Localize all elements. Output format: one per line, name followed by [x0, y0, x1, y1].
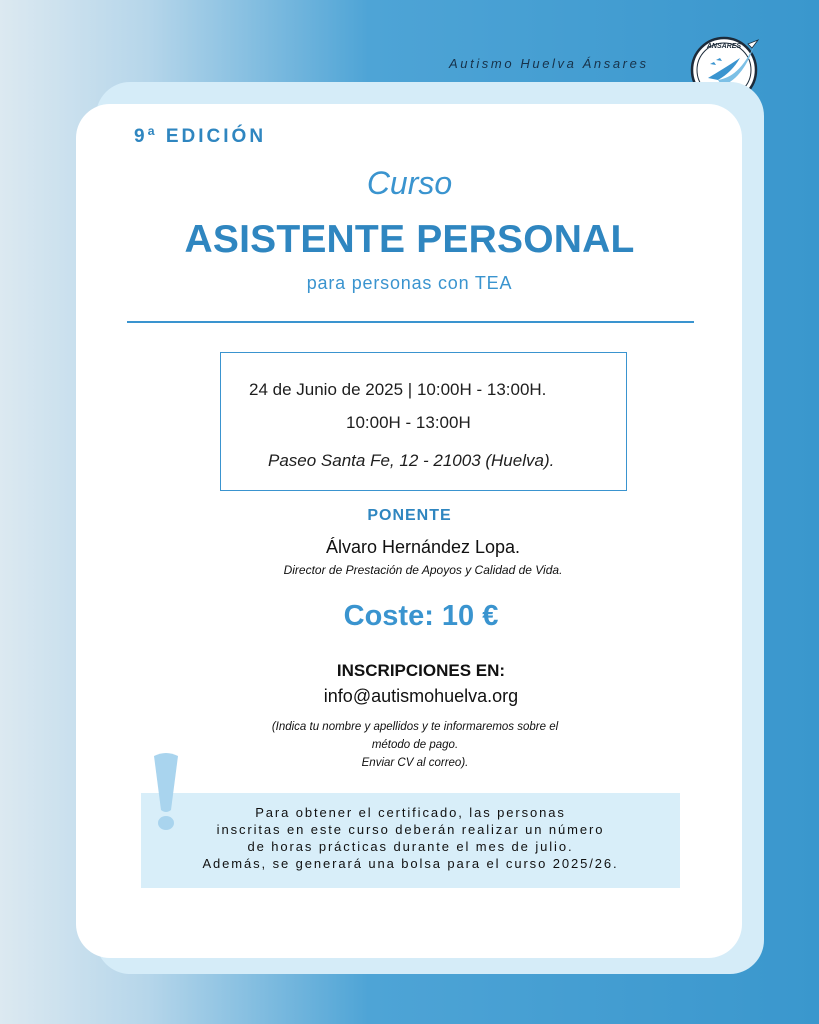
- speaker-role: Director de Prestación de Apoyos y Calidad de Vida.: [283, 563, 563, 577]
- cert-line: Para obtener el certificado, las personas: [255, 805, 566, 820]
- speaker-name: Álvaro Hernández Lopa.: [325, 537, 521, 557]
- cert-line: inscritas en este curso deberán realizar un número: [216, 822, 605, 837]
- note-line: método de pago.: [371, 739, 459, 751]
- course-word: Curso: [366, 165, 453, 201]
- time-line: 10:00H - 13:00H: [346, 413, 471, 432]
- cost-label: Coste: 10 €: [343, 600, 499, 632]
- speaker-label: PONENTE: [367, 507, 452, 524]
- note-line: (Indica tu nombre y apellidos y te informaremos sobre el: [271, 721, 559, 733]
- registration-label: INSCRIPCIONES EN:: [336, 661, 506, 680]
- brand-name: Autismo Huelva Ánsares: [449, 56, 649, 71]
- address-line: Paseo Santa Fe, 12 - 21003 (Huelva).: [268, 451, 555, 470]
- cert-line: Además, se generará una bolsa para el curso 2025/26.: [202, 856, 619, 871]
- divider: [127, 321, 694, 323]
- edition-label: 9ª EDICIÓN: [134, 126, 267, 147]
- certificate-text: [141, 804, 680, 872]
- course-title: ASISTENTE PERSONAL: [184, 218, 635, 261]
- cert-line: de horas prácticas durante el mes de julio.: [247, 839, 574, 854]
- note-line: Enviar CV al correo).: [361, 757, 469, 769]
- course-subtitle: para personas con TEA: [306, 273, 513, 293]
- svg-text:ÁNSARES: ÁNSARES: [706, 43, 742, 50]
- registration-email-link[interactable]: info@autismohuelva.org: [323, 686, 519, 706]
- registration-note: [225, 718, 605, 772]
- date-time-line: 24 de Junio de 2025 | 10:00H - 13:00H.: [249, 380, 547, 399]
